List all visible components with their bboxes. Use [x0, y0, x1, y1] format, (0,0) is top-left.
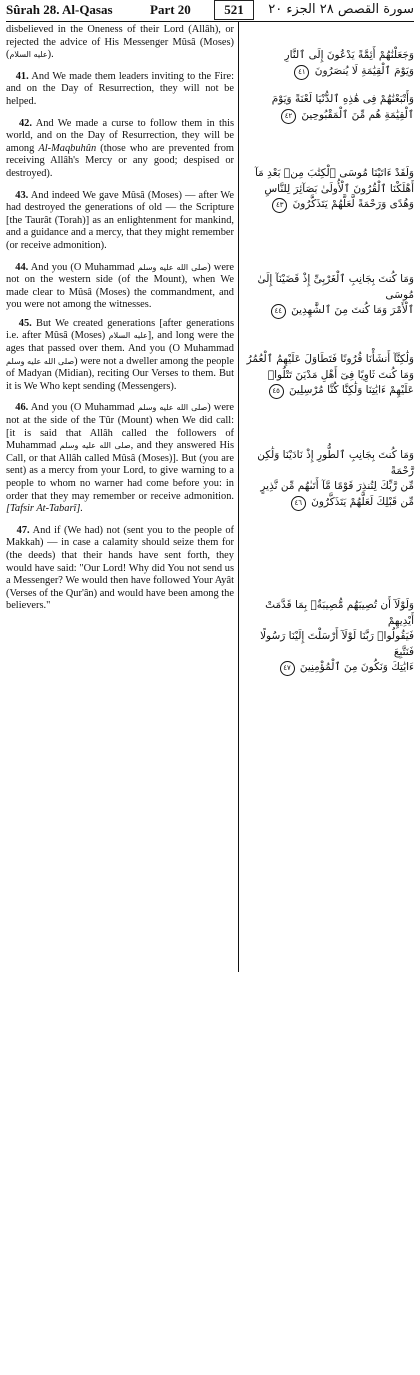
verse-43 [6, 190, 234, 253]
verse-text: ) were not on the western side (of the Mount), when We made clear to Mûsâ (Moses) the commandment, and you were not among the witnesses. [6, 261, 234, 311]
verse-47 [6, 525, 234, 613]
arabic-line: وَهُدًى وَرَحْمَةً لَّعَلَّهُمْ يَتَذَكَّرُونَ [292, 198, 414, 210]
honorific: صلى الله عليه وسلم [137, 262, 208, 272]
honorific: عليه السلام [108, 331, 148, 341]
arabic-line: عَلَيْهِمْ ءَايَٰتِنَا وَلَٰكِنَّا كُنَّا مُرْسِلِينَ [288, 384, 414, 396]
arabic-line: وَمَا كُنتَ بِجَانِبِ ٱلطُّورِ إِذْ نَادَيْنَا وَلَٰكِن رَّحْمَةً [257, 449, 414, 477]
honorific: صلى الله عليه وسلم [6, 356, 75, 366]
arabic-verse-46 [244, 448, 414, 511]
term-italic: Al-Maqbuhûn [38, 142, 97, 154]
arabic-line: وَمَا كُنتَ بِجَانِبِ ٱلْغَرْبِىِّ إِذْ قَضَيْنَآ إِلَىٰ مُوسَى [257, 273, 414, 301]
verse-marker: ٤٦ [291, 496, 306, 511]
surah-title: Sûrah 28. Al-Qasas [6, 2, 113, 17]
verse-text: And We made them leaders inviting to the Fire: and on the Day of Resurrection, they will not be helped. [6, 70, 234, 107]
arabic-verse-41 [244, 48, 414, 80]
verse-text: (those who are prevented from receiving Allâh's Mercy or any good; despised or destroyed). [6, 142, 234, 179]
intro-text: disbelieved in the Oneness of their Lord (Allâh), or rejected the advice of His Messenger Mûsâ (Moses) [6, 24, 234, 48]
verse-marker: ٤٢ [281, 109, 296, 124]
arabic-line: وَلَوْلَآ أَن تُصِيبَهُم مُّصِيبَةٌۢ بِمَا قَدَّمَتْ أَيْدِيهِمْ [265, 599, 414, 627]
verse-42 [6, 118, 234, 181]
verse-text: ) were not a dweller among the people of Madyan (Midian), reciting Our Verses to them. But it is We Who kept sending (Messengers). [6, 355, 234, 392]
arabic-line: ٱلْأَمْرَ وَمَا كُنتَ مِنَ ٱلشَّٰهِدِينَ [291, 304, 414, 316]
verse-marker: ٤٧ [280, 661, 295, 676]
column-divider [238, 22, 239, 972]
verse-text: , and they answered His Call, or that Allâh called Mûsâ (Moses)]. But (you are sent) as a mercy from your Lord, to give warning to a people to whom no warner had come before you: in order that they may remember or receive admonition. [6, 440, 234, 502]
arabic-verse-42 [244, 92, 414, 124]
verse-text: And you (O Muhammad [30, 402, 135, 414]
verse-text: And if (We had) not (sent you to the people of Makkah) — in case a calamity should seize them for (the deeds) that their hands have sent forth, they would have said: "Our Lord! Why did You not send us a Messenger? We would then have followed Your Ayât (Verses of the Qur'ân) and would have been among the believers." [6, 524, 235, 612]
arabic-line: وَمَا كُنتَ ثَاوِيًا فِىٓ أَهْلِ مَدْيَنَ تَتْلُوا۟ [267, 368, 414, 381]
verse-marker: ٤٥ [269, 384, 284, 399]
arabic-line: وَأَتْبَعْنَٰهُمْ فِى هَٰذِهِ ٱلدُّنْيَا لَعْنَةً وَيَوْمَ [271, 93, 414, 105]
arabic-line: ٱلْقِيَٰمَةِ هُم مِّنَ ٱلْمَقْبُوحِينَ [301, 108, 414, 121]
verse-46 [6, 402, 234, 515]
honorific: صلى الله عليه وسلم [59, 441, 131, 451]
verse-number: 41. [15, 70, 29, 82]
arabic-verse-43 [244, 166, 414, 213]
intro-paragraph: disbelieved in the Oneness of their Lord (Allâh), or rejected the advice of His Messenger Mûsâ (Moses) (عليه السلام). [6, 24, 234, 61]
arabic-verse-44 [244, 272, 414, 319]
verse-number: 47. [16, 524, 30, 536]
verse-44 [6, 262, 234, 312]
verse-text: ) were not at the side of the Tûr (Mount) when We did call: [it is said that Allâh called the followers of Muhammad [6, 402, 234, 452]
arabic-line: وَيَوْمَ ٱلْقِيَٰمَةِ لَا يُنصَرُونَ [314, 64, 414, 77]
honorific: صلى الله عليه وسلم [137, 403, 208, 413]
arabic-line: ءَايَٰتِكَ وَنَكُونَ مِنَ ٱلْمُؤْمِنِينَ [299, 661, 414, 673]
honorific: عليه السلام [9, 50, 48, 60]
verse-marker: ٤٤ [271, 304, 286, 319]
verse-marker: ٤٣ [272, 198, 287, 213]
header-rule [6, 21, 414, 22]
translation-column [6, 24, 234, 622]
verse-number: 46. [15, 402, 29, 414]
part-label: Part 20 [150, 2, 191, 17]
verse-number: 45. [18, 317, 32, 329]
verse-text: And We made a curse to follow them in this world, and on the Day of Resurrection, they will be among [6, 117, 234, 154]
verse-text: And indeed We gave Mûsâ (Moses) — after We had destroyed the generations of old — the Scripture [the Taurât (Torah)] as an enlightenment for mankind, and a guidance and a mercy, that they might remember (or receive admonition). [6, 189, 234, 251]
arabic-verse-47 [244, 598, 414, 676]
verse-number: 44. [15, 261, 29, 273]
verse-number: 43. [15, 189, 29, 201]
arabic-line: وَلَٰكِنَّآ أَنشَأْنَا قُرُونًا فَتَطَاوَلَ عَلَيْهِمُ ٱلْعُمُرُ [246, 353, 414, 365]
verse-45 [6, 318, 234, 394]
arabic-verse-45 [244, 352, 414, 399]
verse-text: And you (O Muhammad [30, 261, 135, 273]
verse-number: 42. [18, 117, 32, 129]
arabic-line: فَيَقُولُوا۟ رَبَّنَا لَوْلَآ أَرْسَلْتَ إِلَيْنَا رَسُولًا فَنَتَّبِعَ [260, 630, 414, 658]
verse-text: ], and long were the ages that passed over them. And you (O Muhammad [6, 330, 234, 355]
arabic-line: وَجَعَلْنَٰهُمْ أَئِمَّةً يَدْعُونَ إِلَى ٱلنَّارِ [284, 49, 414, 61]
verse-41 [6, 71, 234, 109]
arabic-header: سورة القصص ٢٨ الجزء ٢٠ [268, 2, 414, 17]
reference-italic: [Tafsir At-Tabarî]. [6, 503, 84, 515]
verse-text: But We created generations [after generations i.e. after Mûsâ (Moses) [6, 317, 235, 342]
arabic-line: مِّن قَبْلِكَ لَعَلَّهُمْ يَتَذَكَّرُونَ [311, 495, 414, 508]
arabic-line: وَلَقَدْ ءَاتَيْنَا مُوسَى ٱلْكِتَٰبَ مِنۢ بَعْدِ مَآ [254, 167, 414, 179]
verse-marker: ٤١ [294, 65, 309, 80]
arabic-line: مِّن رَّبِّكَ لِتُنذِرَ قَوْمًا مَّآ أَتَىٰهُم مِّن نَّذِيرٍ [260, 480, 414, 492]
arabic-line: أَهْلَكْنَا ٱلْقُرُونَ ٱلْأُولَىٰ بَصَآئِرَ لِلنَّاسِ [264, 182, 414, 195]
page-number: 521 [214, 0, 254, 20]
